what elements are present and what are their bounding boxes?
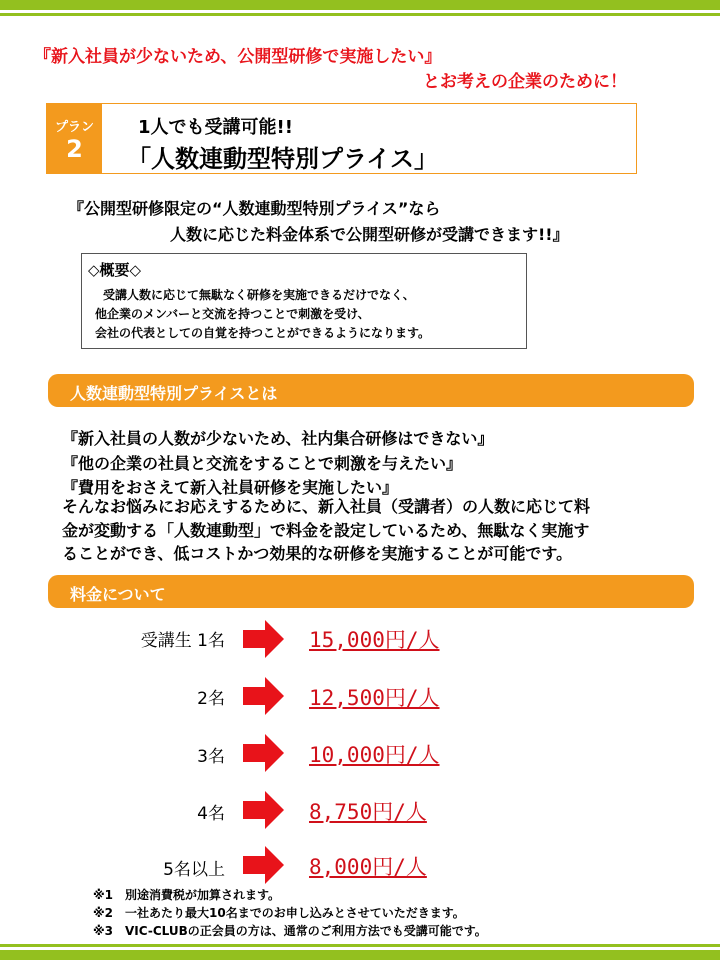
- price-label: 2名: [197, 689, 225, 709]
- price-value: 10,000円/人: [309, 743, 440, 767]
- plan-title: 「人数連動型特別プライス」: [127, 145, 439, 173]
- price-value: 8,750円/人: [309, 800, 427, 824]
- headline-line-1: 『新入社員が少ないため、公開型研修で実施したい』: [34, 47, 442, 67]
- price-label: 4名: [197, 804, 225, 824]
- price-value: 8,000円/人: [309, 855, 427, 879]
- top-green-line: [0, 13, 720, 16]
- footnote: ※3 VIC-CLUBの正会員の方は、通常のご利用方法でも受講可能です。: [93, 924, 487, 938]
- overview-line: 会社の代表としての自覚を持つことができるようになります。: [95, 326, 431, 340]
- section-heading-text: 料金について: [70, 585, 166, 604]
- footnote: ※1 別途消費税が加算されます。: [93, 888, 281, 902]
- body-line: そんなお悩みにお応えするために、新入社員（受講者）の人数に応じて料: [62, 497, 591, 516]
- plan-badge-label: プラン: [54, 120, 94, 135]
- overview-line: 受講人数に応じて無駄なく研修を実施できるだけでなく、: [103, 288, 415, 302]
- top-green-band: [0, 0, 720, 10]
- price-value: 12,500円/人: [309, 686, 440, 710]
- body-line: 『費用をおさえて新入社員研修を実施したい』: [62, 478, 399, 497]
- section-heading-bar: [48, 575, 694, 608]
- plan-badge: [47, 104, 102, 173]
- price-label: 3名: [197, 747, 225, 767]
- right-arrow-icon: [243, 846, 284, 884]
- section-heading-text: 人数連動型特別プライスとは: [70, 384, 278, 403]
- body-line: ることができ、低コストかつ効果的な研修を実施することが可能です。: [62, 544, 573, 563]
- body-line: 『他の企業の社員と交流をすることで刺激を与えたい』: [62, 454, 463, 473]
- bottom-green-line: [0, 944, 720, 947]
- right-arrow-icon: [243, 677, 284, 715]
- right-arrow-icon: [243, 734, 284, 772]
- section-heading-bar: [48, 374, 694, 407]
- footnote: ※2 一社あたり最大10名までのお申し込みとさせていただきます。: [93, 906, 465, 920]
- plan-subtitle: 1人でも受講可能!!: [138, 117, 293, 138]
- body-line: 『新入社員の人数が少ないため、社内集合研修はできない』: [62, 429, 494, 448]
- price-label: 5名以上: [163, 860, 225, 880]
- overview-title: ◇概要◇: [88, 261, 142, 279]
- plan-badge-number: 2: [66, 135, 83, 163]
- bottom-green-band: [0, 950, 720, 960]
- right-arrow-icon: [243, 620, 284, 658]
- headline-line-2: とお考えの企業のために！: [423, 72, 627, 92]
- right-arrow-icon: [243, 791, 284, 829]
- quote-line-2: 人数に応じた料金体系で公開型研修が受講できます!!』: [170, 225, 569, 244]
- quote-line-1: 『公開型研修限定の“人数連動型特別プライス”なら: [68, 199, 441, 218]
- price-value: 15,000円/人: [309, 628, 440, 652]
- body-line: 金が変動する「人数連動型」で料金を設定しているため、無駄なく実施す: [62, 521, 590, 540]
- price-label: 受講生 1名: [140, 631, 225, 651]
- overview-line: 他企業のメンバーと交流を持つことで刺激を受け、: [95, 307, 370, 321]
